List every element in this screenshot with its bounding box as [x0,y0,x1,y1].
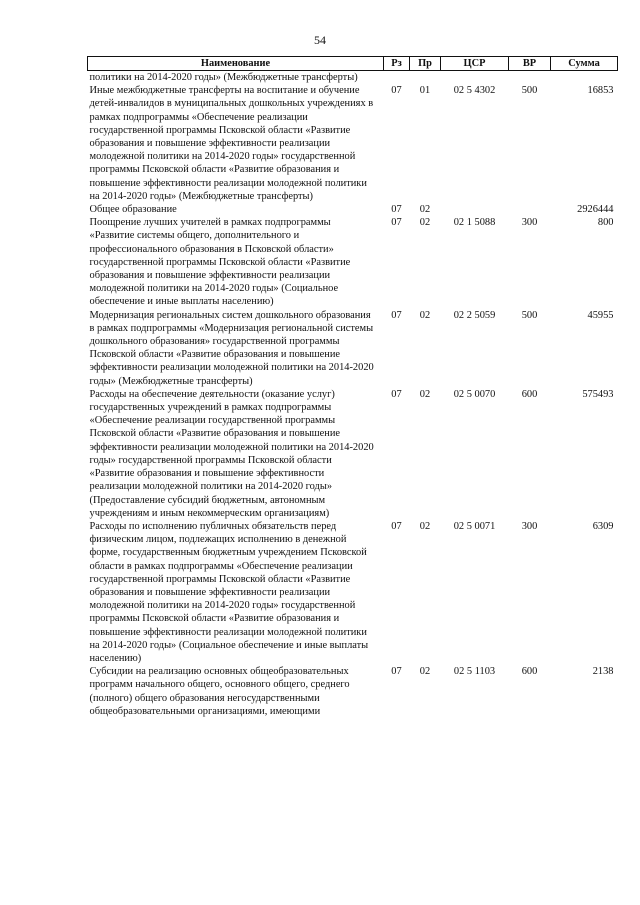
row-sum [551,71,618,85]
table-row [88,665,618,718]
row-vr: 600 [521,388,538,400]
row-name: Расходы по исполнению публичных обязательств перед физическим лицом, подлежащих исполнению в денежной форме, государственным бюджетным учреждением Псковской области в рамках подпрограммы «Обеспечение реализации государственной программы Псковской области «Развитие образования и повышение эффективности реализации молодежной политики на 2014-2020 годы» государственной программы Псковской области «Развитие образования и повышение эффективности реализации молодежной политики на 2014-2020 годы» (Социальное обеспечение и иные выплаты населению) [89,520,369,664]
row-name: Расходы на обеспечение деятельности (оказание услуг) государственных учреждений в рамках подпрограммы «Обеспечение реализации государственной программы Псковской области «Развитие образования и повышение эффективности реализации молодежной политики на 2014-2020 годы» государственной программы Псковской области «Развитие образования и повышение эффективности реализации молодежной политики на 2014-2020 годы» (Предоставление субсидий бюджетным, автономным учреждениям и иным некоммерческим организациям) [89,388,374,519]
table-row [88,71,618,85]
table-row [88,84,618,203]
row-csr: 02 2 5059 [453,309,496,321]
row-vr: 500 [521,85,538,97]
table-row [88,309,618,388]
row-name: Субсидии на реализацию основных общеобразовательных программ начального общего, основного общего, среднего (полного) общего образования негосударственными общеобразовательными организациями, имеющими [89,666,350,717]
row-csr: 02 5 1103 [453,666,496,678]
table-body [88,71,618,718]
column-header-vr: ВР [509,57,551,71]
row-rz: 07 [391,388,402,400]
row-csr: 02 5 0070 [453,388,496,400]
table-row [88,203,618,216]
row-rz: 07 [391,666,402,678]
row-csr: 02 5 0071 [453,520,496,532]
row-csr [441,71,509,85]
row-rz: 07 [391,85,402,97]
row-vr: 600 [521,666,538,678]
row-pr: 02 [419,217,431,229]
column-header-rz: Рз [384,57,410,71]
row-pr: 01 [419,85,431,97]
row-pr: 02 [419,666,431,678]
column-header-csr: ЦСР [441,57,509,71]
row-rz: 07 [391,520,402,532]
row-name: Модернизация региональных систем дошкольного образования в рамках подпрограммы «Модернизация региональной системы дошкольного образования» государственной программы Псковской области «Развитие образования и повышение эффективности реализации молодежной политики на 2014-2020 годы» (Межбюджетные трансферты) [89,309,374,387]
row-csr [441,203,509,216]
row-rz: 07 [391,217,402,229]
row-sum: 6309 [592,520,614,532]
row-sum: 800 [597,217,614,229]
row-sum: 2138 [592,666,614,678]
row-csr: 02 1 5088 [453,217,496,229]
row-rz [384,71,410,85]
budget-table [87,56,618,718]
row-name: политики на 2014-2020 годы» (Межбюджетные трансферты) [89,72,358,83]
row-sum: 45955 [587,309,614,321]
column-header-pr: Пр [410,57,441,71]
row-vr: 500 [521,309,538,321]
row-csr: 02 5 4302 [453,85,496,97]
row-name: Иные межбюджетные трансферты на воспитание и обучение детей-инвалидов в муниципальных дошкольных учреждениях в рамках подпрограммы «Обеспечение реализации государственной программы Псковской области «Развитие образования и повышение эффективности реализации молодежной политики на 2014-2020 годы» государственной программы Псковской области «Развитие образования и повышение эффективности реализации молодежной политики на 2014-2020 годы» (Межбюджетные трансферты) [89,85,374,202]
row-name: Общее образование [89,204,177,216]
row-pr: 02 [419,520,431,532]
row-sum: 575493 [582,388,614,400]
row-sum: 2926444 [577,204,614,216]
column-header-name: Наименование [88,57,384,71]
row-rz: 07 [391,204,402,216]
row-vr: 300 [521,520,538,532]
table-row [88,216,618,308]
row-vr: 300 [521,217,538,229]
row-vr [509,203,551,216]
row-name: Поощрение лучших учителей в рамках подпрограммы «Развитие системы общего, дополнительного и профессионального образования в Псковской области» государственной программы Псковской области «Развитие образования и повышение эффективности реализации молодежной политики на 2014-2020 годы» (Социальное обеспечение и иные выплаты населению) [89,217,351,308]
row-sum: 16853 [587,85,614,97]
table-header [88,57,618,71]
row-rz: 07 [391,309,402,321]
table-row [88,388,618,520]
table-row [88,520,618,665]
column-header-sum: Сумма [551,57,618,71]
page-number: 54 [314,33,326,47]
row-pr: 02 [419,204,431,216]
row-vr [509,71,551,85]
row-pr [410,71,441,85]
row-pr: 02 [419,309,431,321]
row-pr: 02 [419,388,431,400]
